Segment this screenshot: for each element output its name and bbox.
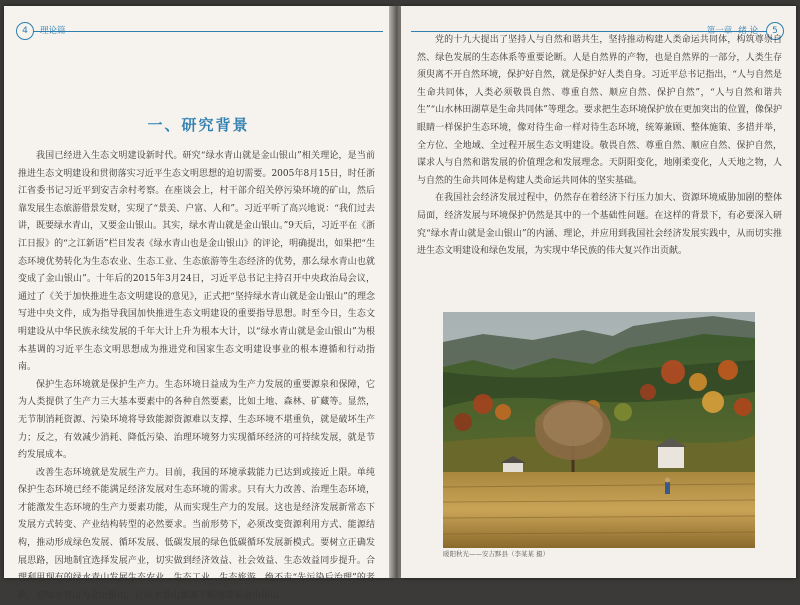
page-number: 5 <box>766 22 784 40</box>
paragraph: 保护生态环境就是保护生产力。生态环境日益成为生产力发展的重要源泉和保障，它为人类提供了生产力三大基本要素中的各种自然要素，比如土地、森林、矿藏等。显然，无节制消耗资源、污染环境将导致能源资源难以支撑、生态环境不堪重负，就是破坏生产力；反之，有效减少消耗、降低污染、治理环境努力实现循环经济的可持续发展，就是节约发展成本。 <box>18 379 375 461</box>
left-body-text <box>18 148 375 605</box>
page-number: 4 <box>16 22 34 40</box>
chapter-title: 绪 论 <box>738 26 758 36</box>
landscape-photo <box>443 312 755 548</box>
right-body-text <box>417 32 782 261</box>
right-page <box>401 6 796 578</box>
paragraph: 党的十九大提出了坚持人与自然和谐共生，坚持推动构建人类命运共同体，构筑尊崇自然、绿色发展的生态体系等重要论断。人是自然界的产物，也是自然界的一部分，人类生存须臾离不开自然环境，保护好自然，就是保护好人类自身。习近平总书记指出，“人与自然是生命共同体，人类必须敬畏自然、尊重自然、顺应自然、保护自然”，“人与自然和谐共生”“山水林田湖草是生命共同体”等理念。要求把生态环境保护放在更加突出的位置，像保护眼睛一样保护生态环境，像对待生命一样对待生态环境，统筹兼顾、整体施策、多措并举，全方位、全地域、全过程开展生态文明建设。敬畏自然、尊重自然、顺应自然、保护自然，谋求人与自然和谐发展的价值理念和发展理念。天阴阳变化，地刚柔变化，人天地之物，人与自然的生命共同体是构建人类命运共同体的坚实基础。 <box>417 35 782 186</box>
header-rule <box>33 31 383 32</box>
left-page <box>4 6 393 601</box>
running-head: 理论篇 <box>40 26 66 36</box>
autumn-village-landscape <box>443 312 755 548</box>
paragraph: 我国已经进入生态文明建设新时代。研究“绿水青山就是金山银山”相关理论，是当前推进生态文明建设和贯彻落实习近平生态文明思想的迫切需要。2005年8月15日，时任浙江省委书记习近平到安吉余村考察。在座谈会上，村干部介绍关停污染环境的矿山，然后靠发展生态旅游借景发财，实现了“景美、户富、人和”。习近平听了高兴地说：“我们过去讲，既要绿水青山，又要金山银山。其实，绿水青山就是金山银山。”9天后，习近平在《浙江日报》的“之江新语”栏目发表《绿水青山也是金山银山》的评论，明确提出，如果把“生态环境优势转化为生态农业、生态工业、生态旅游等生态经济的优势，那么绿水青山也就变成了金山银山”。十年后的2015年3月24日，习近平总书记主持召开中央政治局会议，通过了《关于加快推进生态文明建设的意见》，正式把“坚持绿水青山就是金山银山”的理念写进中央文件，成为指导我国加快推进生态文明建设的重要指导思想。时至今日，生态文明建设从中华民族永续发展的千年大计上升为根本大计，以“绿水青山就是金山银山”为根本基调的习近平生态文明思想成为推进党和国家生态文明建设事业的根本遵循和行动指南。 <box>18 151 375 373</box>
photo-caption: 暖阳秋光——安吉黟县（李某某 摄） <box>443 550 550 558</box>
paragraph: 在我国社会经济发展过程中，仍然存在着经济下行压力加大、资源环境威胁加剧的整体局面，经济发展与环境保护仍然是其中的一个基础性问题。在这样的背景下，有必要深入研究“绿水青山就是金山银山”的内涵、理论，并应用到我国社会经济发展实践中，从而切实推进生态文明建设和绿色发展，为实现中华民族的伟大复兴作出贡献。 <box>417 193 782 257</box>
section-title: 一、研究背景 <box>147 116 250 134</box>
left-running-header <box>16 22 383 42</box>
paragraph: 改善生态环境就是发展生产力。目前，我国的环境承载能力已达到或接近上限。单纯保护生态环境已经不能满足经济发展对生态环境的需求。只有大力改善、治理生态环境，才能激发生态环境的生产力要素功能，从而实现生产力的发展。这也是经济发展新常态下发展方式转变、产业结构转型的必然要求。当前形势下，必须改变资源利用方式、能源结构，推动形成绿色发展、循环发展、低碳发展的绿色低碳循环发展新模式。要树立正确发展思路，因地制宜选择发展产业，切实做到经济效益、社会效益、生态效益同步提升。合理利用现有的绿水青山发展生态农业、生态工业、生态旅游，绝不走“先污染后治理”的老路，变绿水青山为金山银山，让绿水青山源源不断地带来金山银山。 <box>18 467 375 601</box>
chapter-label: 第一章 <box>706 26 733 36</box>
